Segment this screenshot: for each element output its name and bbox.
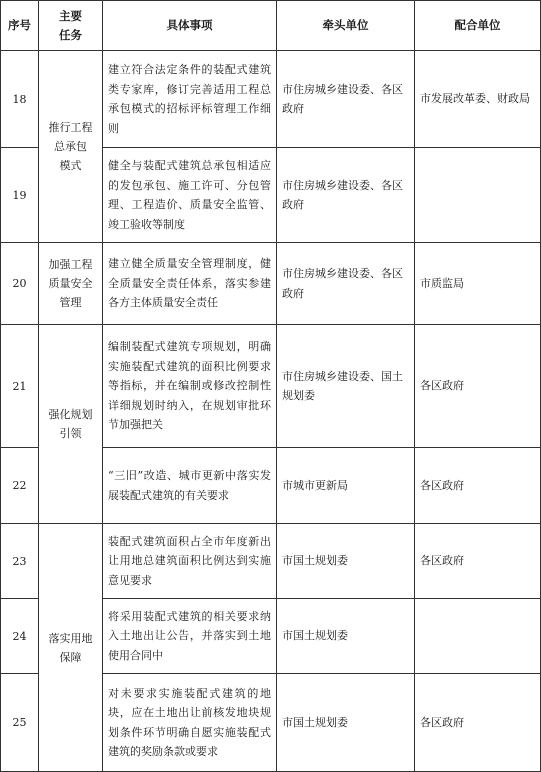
lead-unit: 市住房城乡建设委、各区政府 [277,243,415,325]
main-task-cell: 加强工程 质量安全 管理 [39,243,103,325]
row-number: 24 [1,599,39,674]
coop-unit: 各区政府 [415,674,541,772]
coop-unit: 市质监局 [415,243,541,325]
task-detail: “三旧”改造、城市更新中落实发展装配式建筑的有关要求 [103,448,277,524]
lead-unit: 市国土规划委 [277,599,415,674]
row-number: 20 [1,243,39,325]
task-detail: 编制装配式建筑专项规划，明确实施装配式建筑的面积比例要求等指标，并在编制或修改控制性详细规划时纳入，在规划审批环节加强把关 [103,325,277,448]
lead-unit: 市住房城乡建设委、各区政府 [277,148,415,243]
main-task-cell: 落实用地 保障 [39,524,103,772]
task-detail: 建立健全质量安全管理制度，健全质量安全责任体系，落实参建各方主体质量安全责任 [103,243,277,325]
lead-unit: 市住房城乡建设委、各区政府 [277,51,415,148]
header-no: 序号 [1,1,39,51]
row-number: 22 [1,448,39,524]
table-row [1,524,541,599]
main-task-cell: 强化规划 引领 [39,325,103,524]
header-coop: 配合单位 [415,1,541,51]
lead-unit: 市国土规划委 [277,674,415,772]
coop-unit: 各区政府 [415,325,541,448]
lead-unit: 市城市更新局 [277,448,415,524]
lead-unit: 市住房城乡建设委、国土规划委 [277,325,415,448]
table-row [1,243,541,325]
task-detail: 建立符合法定条件的装配式建筑类专家库，修订完善适用工程总承包模式的招标评标管理工作细则 [103,51,277,148]
main-task-cell: 推行工程 总承包 模式 [39,51,103,243]
coop-unit: 各区政府 [415,524,541,599]
row-number: 23 [1,524,39,599]
table-row [1,51,541,148]
task-detail: 对未要求实施装配式建筑的地块，应在土地出让前核发地块规划条件环节明确自愿实施装配式建筑的奖励条款或要求 [103,674,277,772]
task-detail: 装配式建筑面积占全市年度新出让用地总建筑面积比例达到实施意见要求 [103,524,277,599]
lead-unit: 市国土规划委 [277,524,415,599]
row-number: 18 [1,51,39,148]
header-lead: 牵头单位 [277,1,415,51]
header-item: 具体事项 [103,1,277,51]
header-task: 主要 任务 [39,1,103,51]
coop-unit: 各区政府 [415,448,541,524]
coop-unit [415,148,541,243]
row-number: 19 [1,148,39,243]
task-detail: 健全与装配式建筑总承包相适应的发包承包、施工许可、分包管理、工程造价、质量安全监管、竣工验收等制度 [103,148,277,243]
row-number: 25 [1,674,39,772]
table-header-row [1,1,541,51]
task-detail: 将采用装配式建筑的相关要求纳入土地出让公告，并落实到土地使用合同中 [103,599,277,674]
table-row [1,325,541,448]
coop-unit [415,599,541,674]
row-number: 21 [1,325,39,448]
coop-unit: 市发展改革委、财政局 [415,51,541,148]
